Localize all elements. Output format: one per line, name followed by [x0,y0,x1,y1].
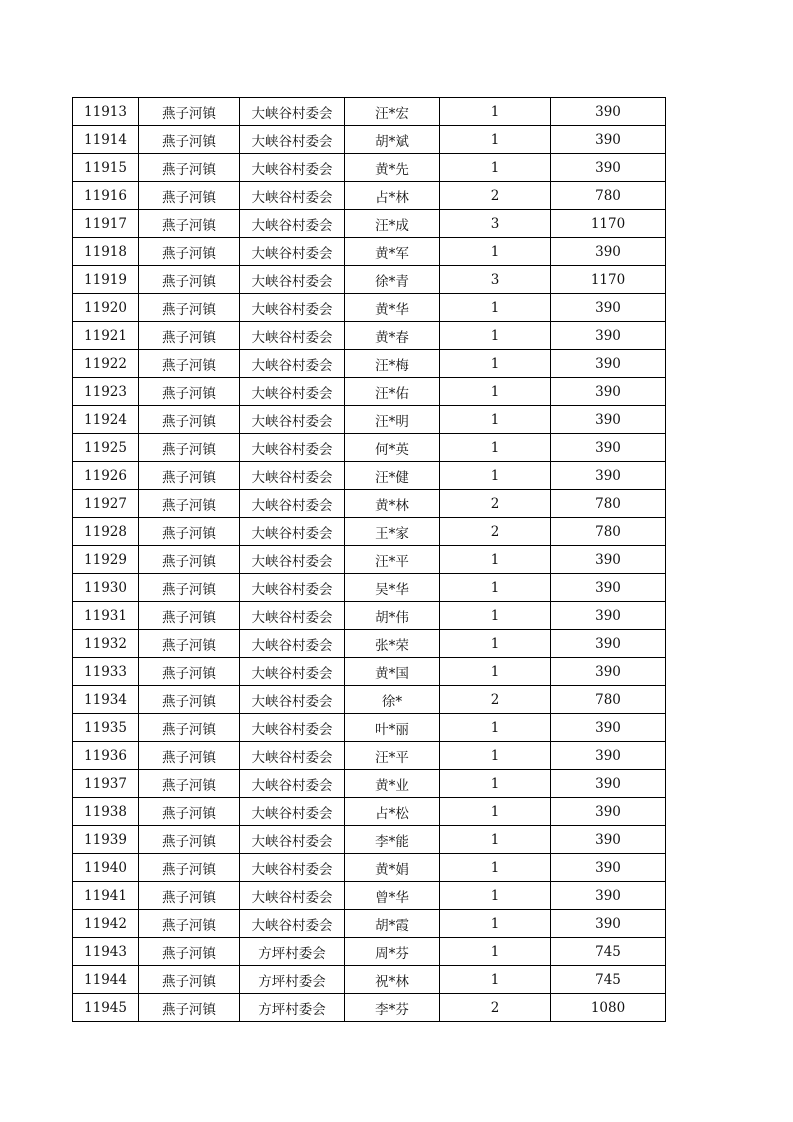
table-row [73,126,666,154]
village-cell: 大峡谷村委会 [240,714,345,742]
name-cell: 汪*宏 [345,98,440,126]
row-id-cell: 11930 [73,574,139,602]
name-cell: 占*林 [345,182,440,210]
table-body [73,98,666,1022]
row-id-cell: 11913 [73,98,139,126]
name-cell: 何*英 [345,434,440,462]
table-row [73,658,666,686]
name-cell: 汪*平 [345,742,440,770]
village-cell: 大峡谷村委会 [240,574,345,602]
table-row [73,966,666,994]
table-row [73,714,666,742]
name-cell: 黄*国 [345,658,440,686]
name-cell: 汪*成 [345,210,440,238]
amount-cell: 780 [551,490,666,518]
amount-cell: 390 [551,98,666,126]
row-id-cell: 11939 [73,826,139,854]
name-cell: 祝*林 [345,966,440,994]
town-cell: 燕子河镇 [139,98,240,126]
table-row [73,574,666,602]
name-cell: 胡*伟 [345,602,440,630]
village-cell: 大峡谷村委会 [240,490,345,518]
row-id-cell: 11938 [73,798,139,826]
row-id-cell: 11919 [73,266,139,294]
row-id-cell: 11922 [73,350,139,378]
table-row [73,798,666,826]
table-row [73,742,666,770]
amount-cell: 780 [551,182,666,210]
count-cell: 1 [440,798,551,826]
row-id-cell: 11925 [73,434,139,462]
count-cell: 1 [440,658,551,686]
name-cell: 汪*佑 [345,378,440,406]
town-cell: 燕子河镇 [139,882,240,910]
row-id-cell: 11926 [73,462,139,490]
amount-cell: 390 [551,882,666,910]
table-row [73,686,666,714]
town-cell: 燕子河镇 [139,686,240,714]
row-id-cell: 11917 [73,210,139,238]
count-cell: 2 [440,518,551,546]
table-row [73,154,666,182]
count-cell: 1 [440,126,551,154]
row-id-cell: 11920 [73,294,139,322]
name-cell: 吴*华 [345,574,440,602]
amount-cell: 745 [551,938,666,966]
town-cell: 燕子河镇 [139,462,240,490]
town-cell: 燕子河镇 [139,742,240,770]
table-row [73,938,666,966]
amount-cell: 390 [551,742,666,770]
name-cell: 黄*华 [345,294,440,322]
count-cell: 1 [440,154,551,182]
village-cell: 大峡谷村委会 [240,770,345,798]
table-row [73,462,666,490]
town-cell: 燕子河镇 [139,266,240,294]
row-id-cell: 11918 [73,238,139,266]
village-cell: 大峡谷村委会 [240,798,345,826]
village-cell: 大峡谷村委会 [240,882,345,910]
town-cell: 燕子河镇 [139,714,240,742]
amount-cell: 390 [551,238,666,266]
village-cell: 方坪村委会 [240,966,345,994]
town-cell: 燕子河镇 [139,574,240,602]
village-cell: 大峡谷村委会 [240,98,345,126]
row-id-cell: 11933 [73,658,139,686]
town-cell: 燕子河镇 [139,378,240,406]
village-cell: 方坪村委会 [240,938,345,966]
row-id-cell: 11945 [73,994,139,1022]
table-row [73,826,666,854]
row-id-cell: 11944 [73,966,139,994]
count-cell: 1 [440,602,551,630]
row-id-cell: 11921 [73,322,139,350]
count-cell: 1 [440,910,551,938]
table-row [73,182,666,210]
town-cell: 燕子河镇 [139,966,240,994]
count-cell: 1 [440,462,551,490]
town-cell: 燕子河镇 [139,434,240,462]
name-cell: 徐* [345,686,440,714]
amount-cell: 390 [551,350,666,378]
town-cell: 燕子河镇 [139,182,240,210]
table-row [73,406,666,434]
name-cell: 周*芬 [345,938,440,966]
count-cell: 1 [440,882,551,910]
count-cell: 3 [440,210,551,238]
village-cell: 大峡谷村委会 [240,630,345,658]
name-cell: 李*能 [345,826,440,854]
row-id-cell: 11942 [73,910,139,938]
amount-cell: 390 [551,126,666,154]
town-cell: 燕子河镇 [139,490,240,518]
village-cell: 大峡谷村委会 [240,350,345,378]
name-cell: 黄*春 [345,322,440,350]
town-cell: 燕子河镇 [139,658,240,686]
village-cell: 大峡谷村委会 [240,546,345,574]
town-cell: 燕子河镇 [139,406,240,434]
count-cell: 2 [440,182,551,210]
count-cell: 2 [440,686,551,714]
name-cell: 叶*丽 [345,714,440,742]
row-id-cell: 11924 [73,406,139,434]
amount-cell: 390 [551,546,666,574]
table-row [73,322,666,350]
village-cell: 大峡谷村委会 [240,406,345,434]
village-cell: 大峡谷村委会 [240,658,345,686]
name-cell: 胡*霞 [345,910,440,938]
count-cell: 2 [440,490,551,518]
row-id-cell: 11928 [73,518,139,546]
name-cell: 黄*先 [345,154,440,182]
amount-cell: 1080 [551,994,666,1022]
table-row [73,378,666,406]
amount-cell: 390 [551,630,666,658]
village-cell: 大峡谷村委会 [240,322,345,350]
town-cell: 燕子河镇 [139,798,240,826]
count-cell: 3 [440,266,551,294]
town-cell: 燕子河镇 [139,518,240,546]
count-cell: 1 [440,546,551,574]
row-id-cell: 11931 [73,602,139,630]
town-cell: 燕子河镇 [139,210,240,238]
amount-cell: 390 [551,434,666,462]
village-cell: 方坪村委会 [240,994,345,1022]
amount-cell: 390 [551,714,666,742]
table-row [73,350,666,378]
name-cell: 汪*梅 [345,350,440,378]
amount-cell: 390 [551,826,666,854]
town-cell: 燕子河镇 [139,294,240,322]
village-cell: 大峡谷村委会 [240,154,345,182]
name-cell: 曾*华 [345,882,440,910]
row-id-cell: 11915 [73,154,139,182]
count-cell: 1 [440,714,551,742]
amount-cell: 390 [551,798,666,826]
town-cell: 燕子河镇 [139,602,240,630]
count-cell: 1 [440,350,551,378]
count-cell: 1 [440,630,551,658]
row-id-cell: 11914 [73,126,139,154]
amount-cell: 1170 [551,266,666,294]
amount-cell: 390 [551,770,666,798]
village-cell: 大峡谷村委会 [240,742,345,770]
village-cell: 大峡谷村委会 [240,518,345,546]
village-cell: 大峡谷村委会 [240,294,345,322]
row-id-cell: 11936 [73,742,139,770]
name-cell: 黄*业 [345,770,440,798]
row-id-cell: 11929 [73,546,139,574]
village-cell: 大峡谷村委会 [240,182,345,210]
row-id-cell: 11941 [73,882,139,910]
name-cell: 徐*青 [345,266,440,294]
table-row [73,294,666,322]
amount-cell: 390 [551,574,666,602]
table-row [73,854,666,882]
town-cell: 燕子河镇 [139,994,240,1022]
village-cell: 大峡谷村委会 [240,826,345,854]
amount-cell: 390 [551,658,666,686]
name-cell: 汪*明 [345,406,440,434]
town-cell: 燕子河镇 [139,546,240,574]
amount-cell: 390 [551,602,666,630]
count-cell: 1 [440,238,551,266]
name-cell: 李*芬 [345,994,440,1022]
name-cell: 张*荣 [345,630,440,658]
table-row [73,210,666,238]
town-cell: 燕子河镇 [139,238,240,266]
table-row [73,630,666,658]
row-id-cell: 11943 [73,938,139,966]
name-cell: 王*家 [345,518,440,546]
village-cell: 大峡谷村委会 [240,602,345,630]
town-cell: 燕子河镇 [139,826,240,854]
table-row [73,882,666,910]
amount-cell: 780 [551,518,666,546]
name-cell: 胡*斌 [345,126,440,154]
row-id-cell: 11934 [73,686,139,714]
name-cell: 汪*健 [345,462,440,490]
village-cell: 大峡谷村委会 [240,854,345,882]
name-cell: 黄*军 [345,238,440,266]
village-cell: 大峡谷村委会 [240,126,345,154]
table-row [73,98,666,126]
count-cell: 1 [440,826,551,854]
count-cell: 1 [440,322,551,350]
village-cell: 大峡谷村委会 [240,462,345,490]
amount-cell: 390 [551,378,666,406]
village-cell: 大峡谷村委会 [240,686,345,714]
count-cell: 1 [440,966,551,994]
name-cell: 占*松 [345,798,440,826]
count-cell: 1 [440,938,551,966]
table-row [73,602,666,630]
village-cell: 大峡谷村委会 [240,266,345,294]
table-row [73,770,666,798]
table-row [73,490,666,518]
amount-cell: 390 [551,406,666,434]
town-cell: 燕子河镇 [139,770,240,798]
count-cell: 1 [440,98,551,126]
row-id-cell: 11935 [73,714,139,742]
table-row [73,910,666,938]
town-cell: 燕子河镇 [139,126,240,154]
row-id-cell: 11937 [73,770,139,798]
village-cell: 大峡谷村委会 [240,434,345,462]
table-row [73,238,666,266]
row-id-cell: 11927 [73,490,139,518]
count-cell: 1 [440,406,551,434]
village-cell: 大峡谷村委会 [240,210,345,238]
amount-cell: 780 [551,686,666,714]
table-row [73,266,666,294]
amount-cell: 745 [551,966,666,994]
village-cell: 大峡谷村委会 [240,910,345,938]
town-cell: 燕子河镇 [139,854,240,882]
table-row [73,434,666,462]
town-cell: 燕子河镇 [139,938,240,966]
town-cell: 燕子河镇 [139,154,240,182]
amount-cell: 390 [551,462,666,490]
table-row [73,546,666,574]
amount-cell: 390 [551,294,666,322]
count-cell: 1 [440,294,551,322]
table-row [73,994,666,1022]
amount-cell: 390 [551,854,666,882]
subsidy-table [72,97,666,1022]
row-id-cell: 11940 [73,854,139,882]
town-cell: 燕子河镇 [139,630,240,658]
village-cell: 大峡谷村委会 [240,238,345,266]
amount-cell: 390 [551,322,666,350]
count-cell: 1 [440,574,551,602]
count-cell: 1 [440,770,551,798]
count-cell: 1 [440,854,551,882]
table-row [73,518,666,546]
name-cell: 黄*娟 [345,854,440,882]
village-cell: 大峡谷村委会 [240,378,345,406]
name-cell: 黄*林 [345,490,440,518]
amount-cell: 390 [551,154,666,182]
amount-cell: 390 [551,910,666,938]
town-cell: 燕子河镇 [139,350,240,378]
name-cell: 汪*平 [345,546,440,574]
count-cell: 1 [440,742,551,770]
row-id-cell: 11932 [73,630,139,658]
count-cell: 1 [440,434,551,462]
town-cell: 燕子河镇 [139,910,240,938]
row-id-cell: 11923 [73,378,139,406]
count-cell: 1 [440,378,551,406]
count-cell: 2 [440,994,551,1022]
row-id-cell: 11916 [73,182,139,210]
amount-cell: 1170 [551,210,666,238]
town-cell: 燕子河镇 [139,322,240,350]
